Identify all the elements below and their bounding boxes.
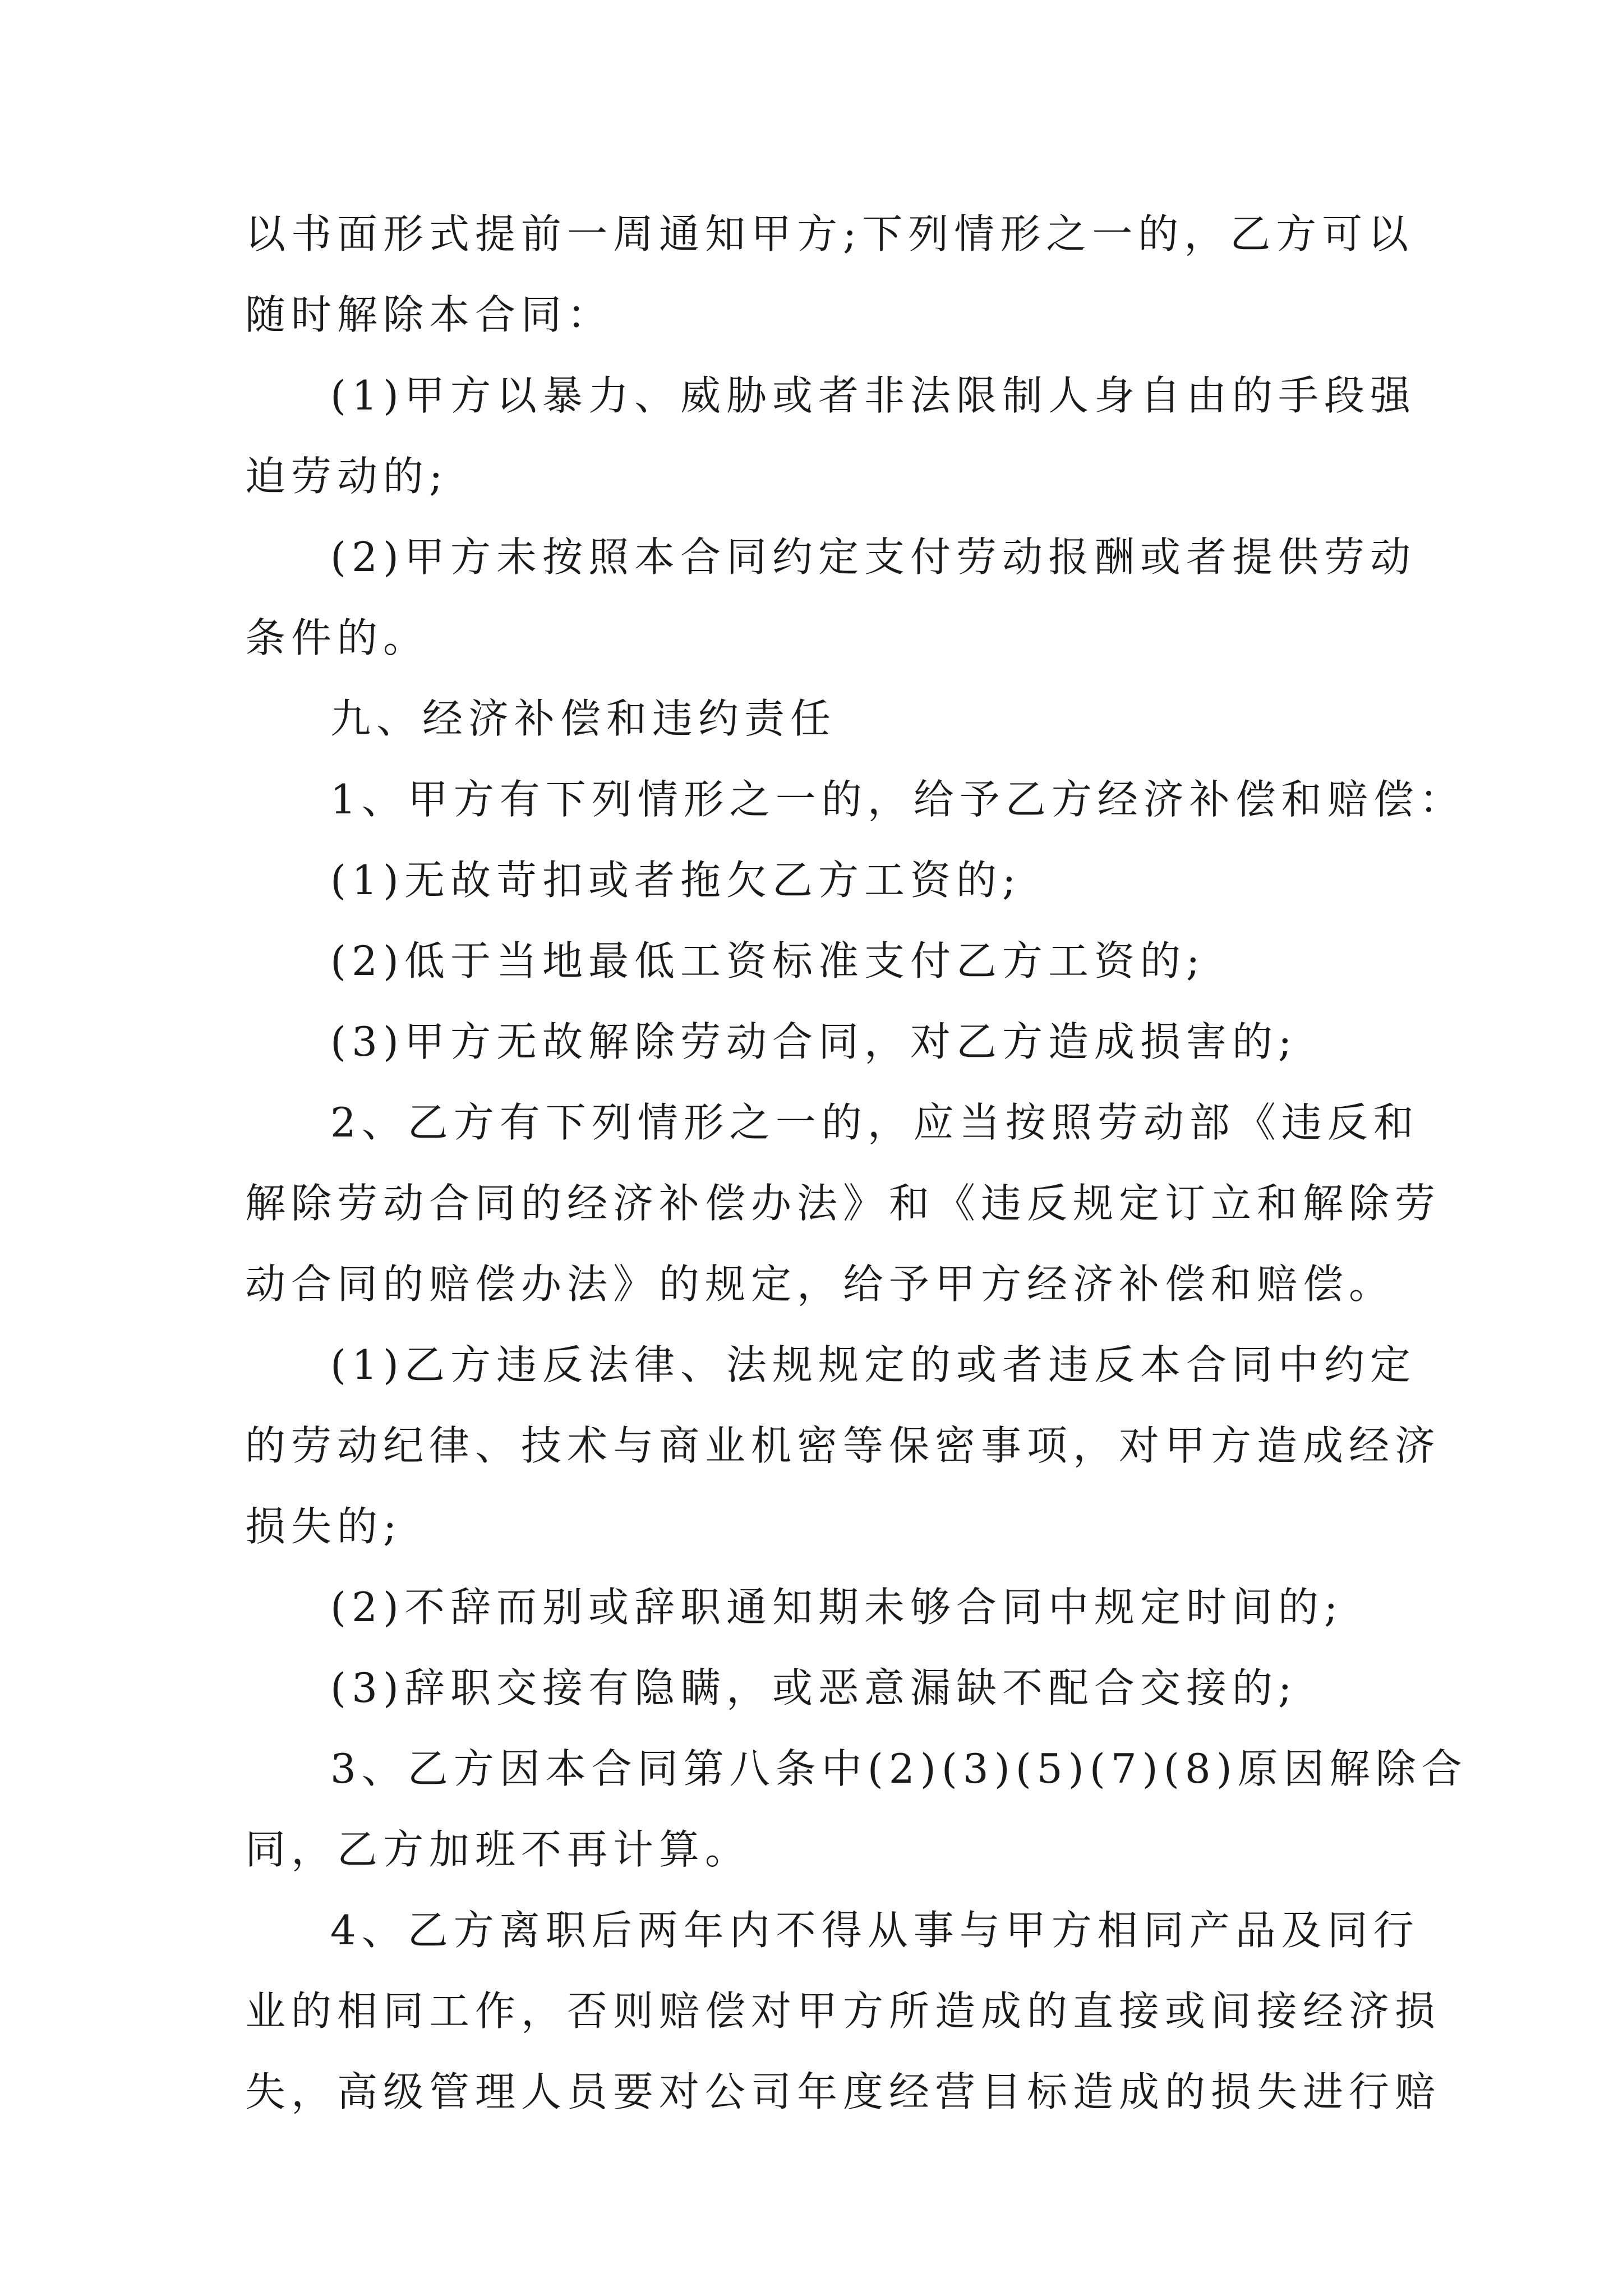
text-line: 条件的。 (245, 614, 430, 661)
text-line: 损失的; (245, 1503, 403, 1550)
text-line: (3)甲方无故解除劳动合同，对乙方造成损害的; (330, 1018, 1298, 1065)
text-line: 同，乙方加班不再计算。 (245, 1826, 751, 1873)
paragraph (245, 1728, 1468, 1890)
paragraph (245, 1082, 1441, 1324)
text-line: 的劳动纪律、技术与商业机密等保密事项，对甲方造成经济 (245, 1422, 1441, 1469)
text-line: (2)不辞而别或辞职通知期未够合同中规定时间的; (330, 1584, 1344, 1631)
text-line: 3、乙方因本合同第八条中(2)(3)(5)(7)(8)原因解除合 (330, 1745, 1468, 1792)
paragraph (245, 194, 1414, 355)
text-line: (1)无故苛扣或者拖欠乙方工资的; (330, 857, 1022, 904)
section-heading (245, 678, 1384, 759)
text-line: 随时解除本合同： (245, 291, 614, 338)
text-line: (1)乙方违反法律、法规规定的或者违反本合同中约定 (330, 1341, 1416, 1388)
text-line: 业的相同工作，否则赔偿对甲方所造成的直接或间接经济损 (245, 1987, 1441, 2035)
document-body (245, 194, 1468, 2132)
text-line: (2)甲方未按照本合同约定支付劳动报酬或者提供劳动 (330, 533, 1416, 581)
text-line: 动合同的赔偿办法》的规定，给予甲方经济补偿和赔偿。 (245, 1260, 1395, 1308)
paragraph (245, 355, 1416, 517)
text-line: 解除劳动合同的经济补偿办法》和《违反规定订立和解除劳 (245, 1180, 1441, 1227)
paragraph (245, 1001, 1384, 1082)
paragraph (245, 1890, 1441, 2132)
text-line: 失，高级管理人员要对公司年度经营目标造成的损失进行赔 (245, 2068, 1441, 2115)
paragraph (245, 921, 1384, 1001)
paragraph (245, 759, 1465, 840)
text-line: 以书面形式提前一周通知甲方;下列情形之一的，乙方可以 (245, 210, 1414, 257)
text-line: 迫劳动的; (245, 453, 449, 500)
text-line: (3)辞职交接有隐瞒，或恶意漏缺不配合交接的; (330, 1664, 1298, 1711)
paragraph (245, 840, 1384, 921)
text-line: (2)低于当地最低工资标准支付乙方工资的; (330, 937, 1206, 984)
paragraph (245, 1324, 1441, 1567)
text-line: (1)甲方以暴力、威胁或者非法限制人身自由的手段强 (330, 372, 1416, 419)
paragraph (245, 1567, 1384, 1648)
text-line: 2、乙方有下列情形之一的，应当按照劳动部《违反和 (330, 1099, 1419, 1146)
text-line: 九、经济补偿和违约责任 (330, 695, 837, 742)
paragraph (245, 517, 1416, 678)
paragraph (245, 1648, 1384, 1728)
text-line: 4、乙方离职后两年内不得从事与甲方相同产品及同行 (330, 1907, 1419, 1954)
text-line: 1、甲方有下列情形之一的，给予乙方经济补偿和赔偿： (330, 776, 1465, 823)
